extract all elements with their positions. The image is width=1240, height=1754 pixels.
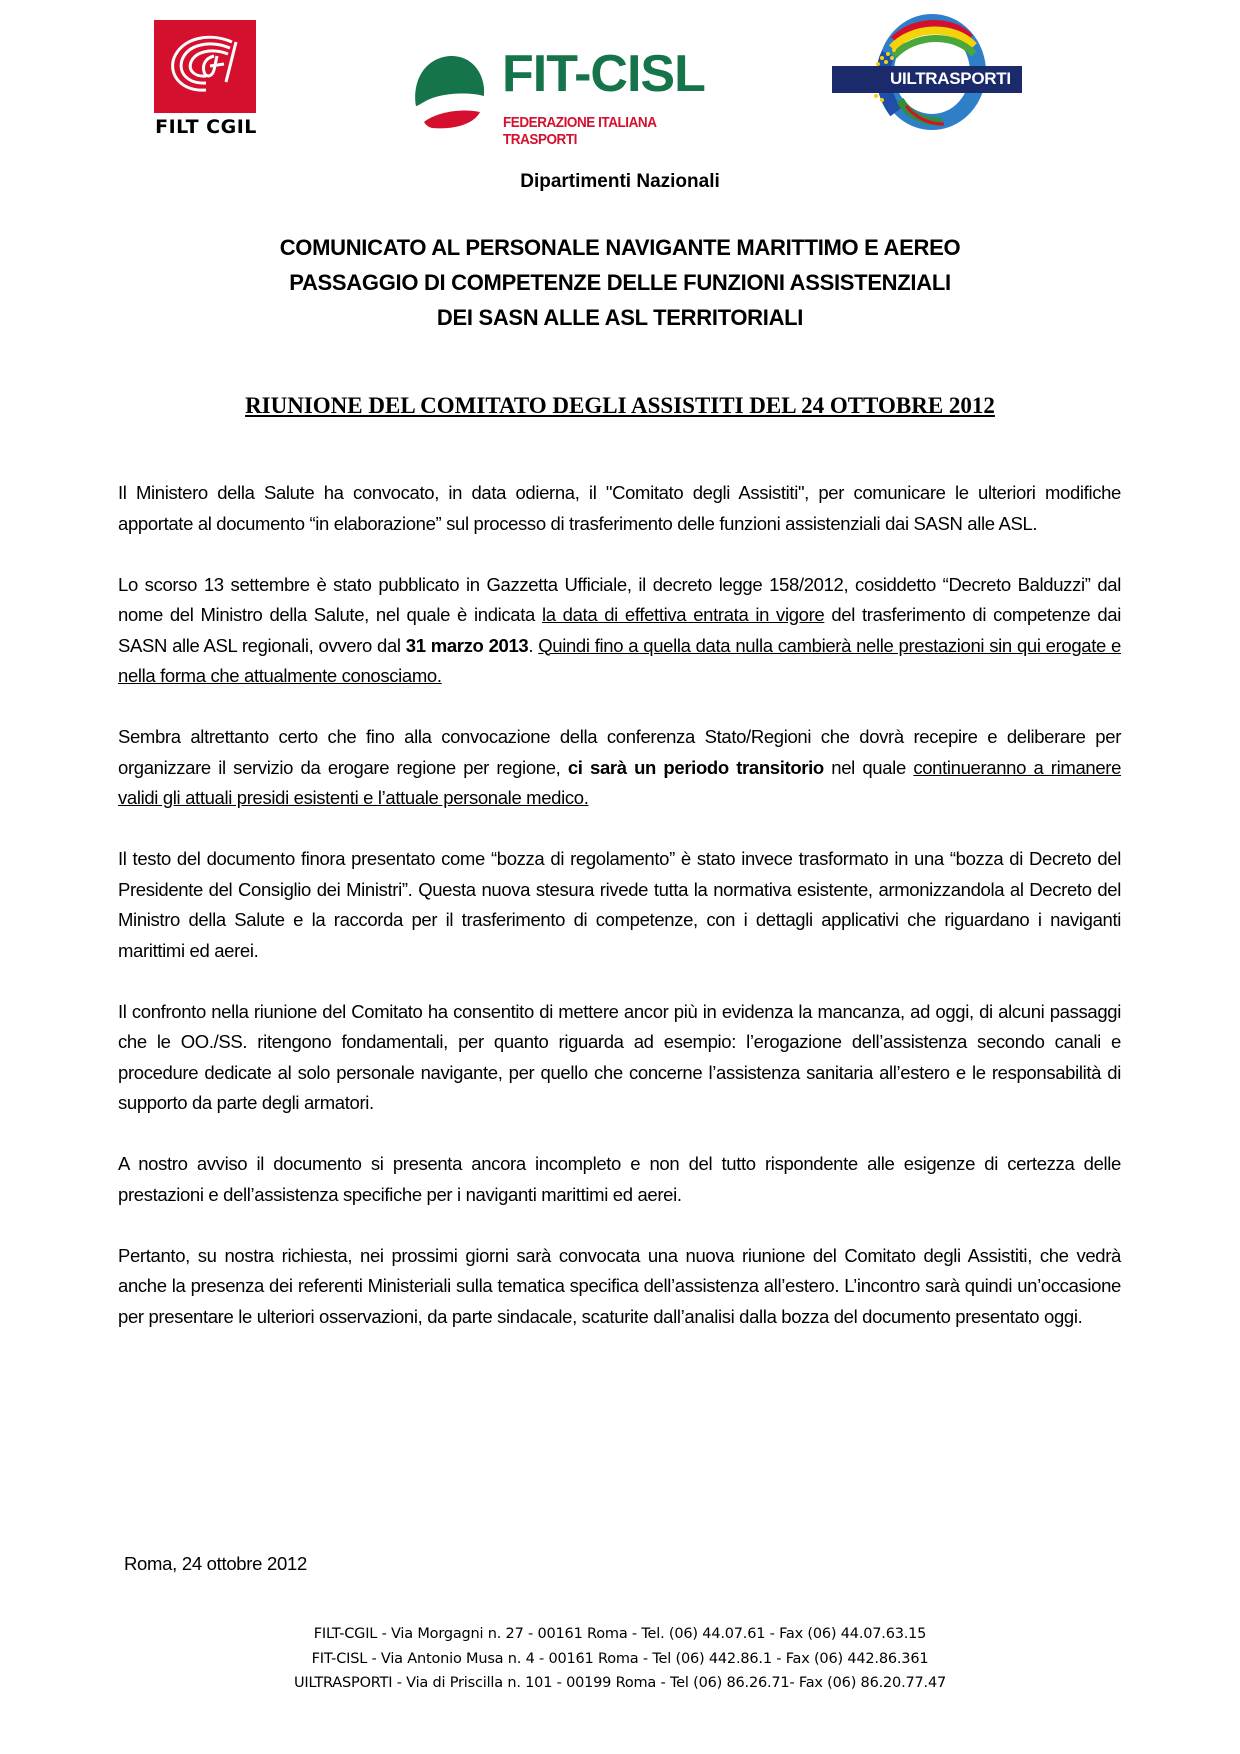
paragraph [118, 570, 1121, 692]
text-run: Lo scorso 13 settembre è stato pubblicato in Gazzetta Ufficiale, il decreto legge 158/2012, cosiddetto “Decreto Balduzzi” dal nome del Ministro della Salute, nel quale è indicata [118, 573, 1121, 625]
text-run: . [528, 634, 539, 656]
filt-cgil-name: FILT CGIL [155, 116, 257, 138]
paragraph: Pertanto, su nostra richiesta, nei prossimi giorni sarà convocata una nuova riunione del Comitato degli Assistiti, che vedrà anche la presenza dei referenti Ministeriali sulla tematica specifica dell’assistenza all’estero. L’incontro sarà quindi un’occasione per presentare le ulteriori osservazioni, da parte sindacale, scaturite dall’analisi dalla bozza del documento presentato oggi. [118, 1244, 1121, 1327]
paragraph [118, 722, 1121, 814]
text-run: nel quale [823, 756, 914, 778]
date-line: Roma, 24 ottobre 2012 [124, 1553, 307, 1574]
underlined-text: la data di effettiva entrata in vigore [541, 604, 825, 625]
fit-cisl-name: FIT-CISL [502, 45, 705, 103]
fit-cisl-emblem-icon [410, 52, 490, 132]
paragraph: A nostro avviso il documento si presenta ancora incompleto e non del tutto rispondente alle esigenze di certezza delle prestazioni e dell’assistenza specifiche per i naviganti marittimi ed aerei. [118, 1153, 1121, 1205]
document-body [118, 478, 1121, 1363]
title-line: DEI SASN ALLE ASL TERRITORIALI [436, 305, 804, 330]
underlined-text: Quindi fino a quella data nulla cambierà nelle prestazioni sin qui erogate e nella forma che attualmente conosciamo. [118, 634, 1121, 686]
footer-addresses [0, 1622, 1240, 1696]
fit-cisl-subtitle: FEDERAZIONE ITALIANA TRASPORTI [503, 114, 656, 148]
footer-line-uiltrasporti: UILTRASPORTI - Via di Priscilla n. 101 - 00199 Roma - Tel (06) 86.26.71- Fax (06) 86.20.77.47 [293, 1675, 946, 1691]
text-run: Sembra altrettanto certo che fino alla convocazione della conferenza Stato/Regioni che dovrà recepire e deliberare per organizzare il servizio da erogare regione per regione, [118, 726, 1121, 778]
footer-line-fit-cisl: FIT-CISL - Via Antonio Musa n. 4 - 00161 Roma - Tel (06) 442.86.1 - Fax (06) 442.86.361 [311, 1650, 929, 1667]
text-run: del trasferimento di competenze dai SASN alle ASL regionali, ovvero dal [118, 604, 1121, 656]
uiltrasporti-name: UILTRASPORTI [890, 69, 1011, 88]
paragraph: Il Ministero della Salute ha convocato, in data odierna, il "Comitato degli Assistiti", per comunicare le ulteriori modifiche apportate al documento “in elaborazione” sul processo di trasferimento delle funzioni assistenziali dai SASN alle ASL. [118, 482, 1121, 534]
bold-text: ci sarà un periodo transitorio [567, 756, 824, 778]
title-line: PASSAGGIO DI COMPETENZE DELLE FUNZIONI ASSISTENZIALI [289, 270, 951, 295]
footer-line-filt-cgil: FILT-CGIL - Via Morgagni n. 27 - 00161 Roma - Tel. (06) 44.07.61 - Fax (06) 44.07.63.15 [313, 1626, 927, 1642]
underlined-text: continueranno a rimanere validi gli attuali presidi esistenti e l’attuale personale medico. [118, 756, 1122, 808]
meeting-subtitle: RIUNIONE DEL COMITATO DEGLI ASSISTITI DEL 24 OTTOBRE 2012 [245, 393, 995, 418]
paragraph: Il testo del documento finora presentato come “bozza di regolamento” è stato invece trasformato in una “bozza di Decreto del Presidente del Consiglio dei Ministri”. Questa nuova stesura rivede tutta la normativa esistente, armonizzandola al Decreto del Ministro della Salute e la raccorda per il trasferimento di competenze, con i dettagli applicativi che riguardano i naviganti marittimi ed aerei. [118, 848, 1121, 961]
paragraph: Il confronto nella riunione del Comitato ha consentito di mettere ancor più in evidenza la mancanza, ad oggi, di alcuni passaggi che le OO./SS. ritengono fondamentali, per quanto riguarda ad esempio: l’erogazione dell’assistenza secondo canali e procedure dedicate al solo personale navigante, per quello che concerne l’assistenza sanitaria all’estero e le responsabilità di supporto da parte degli armatori. [118, 1000, 1121, 1113]
department-label: Dipartimenti Nazionali [520, 171, 720, 192]
fit-cisl-logo [410, 45, 740, 148]
bold-text: 31 marzo 2013 [405, 634, 529, 656]
filt-cgil-emblem-icon [154, 20, 256, 113]
document-title [0, 230, 1240, 335]
title-line: COMUNICATO AL PERSONALE NAVIGANTE MARITTIMO E AEREO [279, 235, 961, 260]
uiltrasporti-logo [832, 14, 1032, 134]
filt-cgil-logo [154, 20, 256, 140]
